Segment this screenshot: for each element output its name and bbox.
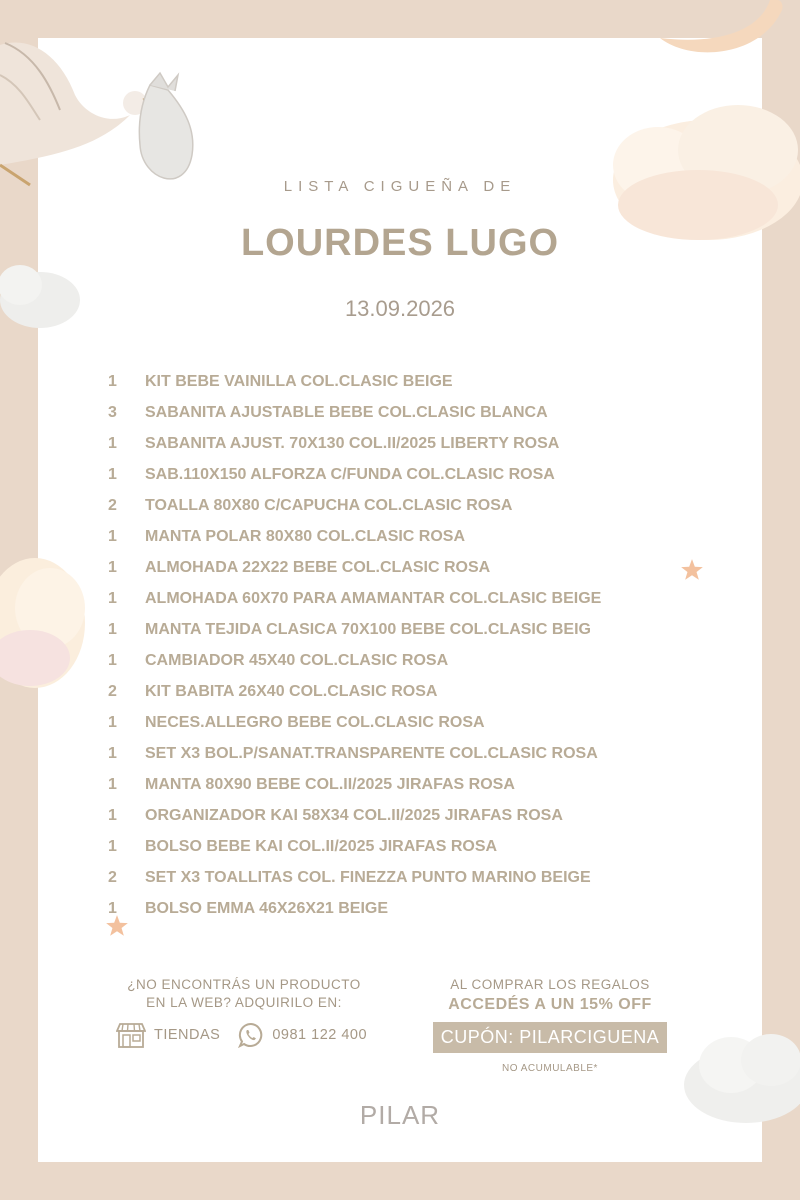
item-quantity: 2	[108, 496, 117, 514]
list-item	[108, 459, 708, 490]
list-item	[108, 707, 708, 738]
item-quantity: 1	[108, 527, 117, 545]
promo-discount: ACCEDÉS A UN 15% OFF	[448, 996, 652, 1013]
list-item	[108, 769, 708, 800]
list-subtitle: LISTA CIGUEÑA DE	[283, 178, 517, 195]
promo-note: NO ACUMULABLE*	[502, 1063, 598, 1074]
whatsapp-icon	[238, 1022, 264, 1048]
item-description: BOLSO BEBE KAI COL.II/2025 JIRAFAS ROSA	[145, 837, 498, 855]
item-description: CAMBIADOR 45X40 COL.CLASIC ROSA	[145, 651, 449, 669]
list-item	[108, 521, 708, 552]
store-icon	[116, 1022, 146, 1048]
item-quantity: 1	[108, 713, 117, 731]
item-quantity: 1	[108, 434, 117, 452]
gift-list	[108, 366, 708, 924]
item-description: BOLSO EMMA 46X26X21 BEIGE	[145, 899, 389, 917]
notice-line-1: ¿NO ENCONTRÁS UN PRODUCTO	[127, 977, 361, 992]
item-description: ORGANIZADOR KAI 58X34 COL.II/2025 JIRAFAS ROSA	[145, 806, 563, 824]
stores-link[interactable]	[116, 1022, 220, 1048]
item-quantity: 1	[108, 651, 117, 669]
item-description: SET X3 BOL.P/SANAT.TRANSPARENTE COL.CLASIC ROSA	[145, 744, 598, 762]
discount-promo	[420, 976, 680, 1074]
item-description: SAB.110X150 ALFORZA C/FUNDA COL.CLASIC ROSA	[145, 465, 555, 483]
item-quantity: 1	[108, 775, 117, 793]
item-description: NECES.ALLEGRO BEBE COL.CLASIC ROSA	[145, 713, 485, 731]
item-quantity: 1	[108, 372, 117, 390]
list-item	[108, 676, 708, 707]
list-item	[108, 645, 708, 676]
coupon-badge: CUPÓN: PILARCIGUENA	[433, 1022, 668, 1053]
item-description: ALMOHADA 60X70 PARA AMAMANTAR COL.CLASIC BEIGE	[145, 589, 602, 607]
item-description: MANTA POLAR 80X80 COL.CLASIC ROSA	[145, 527, 466, 545]
item-quantity: 1	[108, 589, 117, 607]
not-found-notice	[110, 976, 378, 1012]
moon-illustration	[650, 0, 790, 60]
stork-illustration	[0, 15, 205, 200]
item-quantity: 1	[108, 620, 117, 638]
promo-line: AL COMPRAR LOS REGALOS	[450, 977, 650, 992]
list-item	[108, 893, 708, 924]
item-description: KIT BEBE VAINILLA COL.CLASIC BEIGE	[145, 372, 453, 390]
list-item	[108, 583, 708, 614]
list-item	[108, 800, 708, 831]
list-item	[108, 428, 708, 459]
list-item	[108, 614, 708, 645]
item-description: MANTA TEJIDA CLASICA 70X100 BEBE COL.CLASIC BEIG	[145, 620, 591, 638]
cloud-left-large	[0, 548, 86, 693]
item-description: SABANITA AJUSTABLE BEBE COL.CLASIC BLANCA	[145, 403, 548, 421]
phone-number: 0981 122 400	[272, 1027, 368, 1043]
list-item	[108, 366, 708, 397]
list-item	[108, 490, 708, 521]
stores-label: TIENDAS	[154, 1027, 221, 1043]
list-date: 13.09.2026	[344, 296, 456, 321]
item-quantity: 1	[108, 744, 117, 762]
item-quantity: 3	[108, 403, 117, 421]
list-item	[108, 831, 708, 862]
item-description: MANTA 80X90 BEBE COL.II/2025 JIRAFAS ROSA	[145, 775, 515, 793]
list-item	[108, 397, 708, 428]
item-quantity: 1	[108, 558, 117, 576]
item-quantity: 2	[108, 682, 117, 700]
recipient-name: LOURDES LUGO	[240, 222, 560, 264]
purchase-channels	[116, 1022, 385, 1048]
list-item	[108, 738, 708, 769]
whatsapp-link[interactable]	[238, 1022, 367, 1048]
list-item	[108, 552, 708, 583]
brand-logo: PILAR	[359, 1100, 441, 1130]
list-item	[108, 862, 708, 893]
item-description: KIT BABITA 26X40 COL.CLASIC ROSA	[145, 682, 438, 700]
item-quantity: 1	[108, 837, 117, 855]
notice-line-2: EN LA WEB? ADQUIRILO EN:	[146, 995, 342, 1010]
item-quantity: 1	[108, 806, 117, 824]
item-description: SABANITA AJUST. 70X130 COL.II/2025 LIBERTY ROSA	[145, 434, 560, 452]
item-quantity: 1	[108, 465, 117, 483]
item-quantity: 2	[108, 868, 117, 886]
item-description: TOALLA 80X80 C/CAPUCHA COL.CLASIC ROSA	[145, 496, 513, 514]
item-quantity: 1	[108, 899, 117, 917]
item-description: ALMOHADA 22X22 BEBE COL.CLASIC ROSA	[145, 558, 491, 576]
item-description: SET X3 TOALLITAS COL. FINEZZA PUNTO MARINO BEIGE	[145, 868, 591, 886]
